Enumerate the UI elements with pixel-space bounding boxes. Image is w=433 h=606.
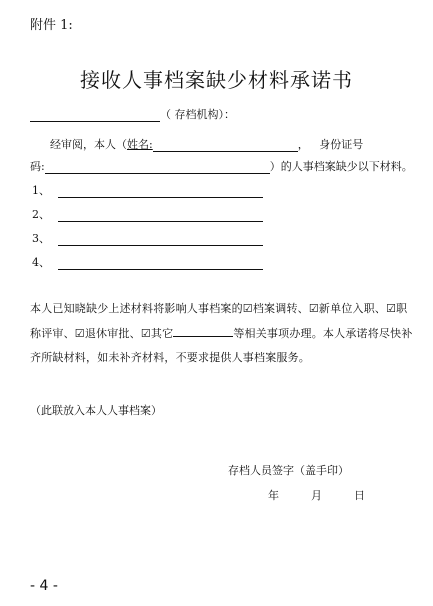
page-number: - 4 -: [30, 578, 58, 594]
acknowledgment-part1: 本人已知晓缺少上述材料将影响人事档案的☑档案调转、☑新单位入职、☑职称评审、☑退休审批、☑其它: [30, 302, 408, 340]
statement-line-2: [30, 158, 413, 174]
name-suffix: ，: [297, 138, 309, 151]
id-suffix: ）的人事档案缺少以下材料。: [269, 160, 413, 173]
item-field[interactable]: [58, 257, 263, 270]
item-number: 1、: [32, 184, 50, 197]
missing-item-4: [32, 254, 263, 270]
filing-note: （此联放入本人人事档案）: [30, 404, 162, 417]
signature-label: 存档人员签字（盖手印）: [228, 464, 349, 477]
document-title: 接收人事档案缺少材料承诺书: [80, 68, 353, 92]
acknowledgment-part2: 等相关事项办理。本人承诺将尽快补齐所缺材料，如未补齐材料，不要求提供人事档案服务。: [30, 326, 413, 364]
id-number-field[interactable]: [45, 161, 270, 174]
archive-org-field[interactable]: [30, 109, 160, 122]
item-field[interactable]: [58, 209, 263, 222]
item-number: 2、: [32, 208, 50, 221]
item-number: 3、: [32, 232, 50, 245]
name-label: 姓名:: [127, 138, 153, 151]
year-label: 年: [268, 489, 279, 502]
month-label: 月: [311, 489, 322, 502]
other-field[interactable]: [173, 324, 233, 337]
date-line: [268, 487, 365, 503]
missing-item-1: [32, 182, 263, 198]
item-field[interactable]: [58, 185, 263, 198]
attachment-label: 附件 1:: [30, 18, 73, 33]
item-field[interactable]: [58, 233, 263, 246]
acknowledgment-paragraph: [30, 297, 415, 371]
day-label: 日: [354, 489, 365, 502]
statement-prefix: 经审阅，本人（: [50, 138, 127, 151]
missing-item-2: [32, 206, 263, 222]
statement-line-1: [50, 136, 363, 152]
archive-org-label: （ 存档机构）：: [160, 108, 235, 121]
name-field[interactable]: [153, 139, 298, 152]
id-label-cont: 码:: [30, 160, 45, 173]
id-label: 身份证号: [319, 138, 364, 151]
archive-org-line: [30, 106, 241, 122]
missing-item-3: [32, 230, 263, 246]
item-number: 4、: [32, 256, 50, 269]
